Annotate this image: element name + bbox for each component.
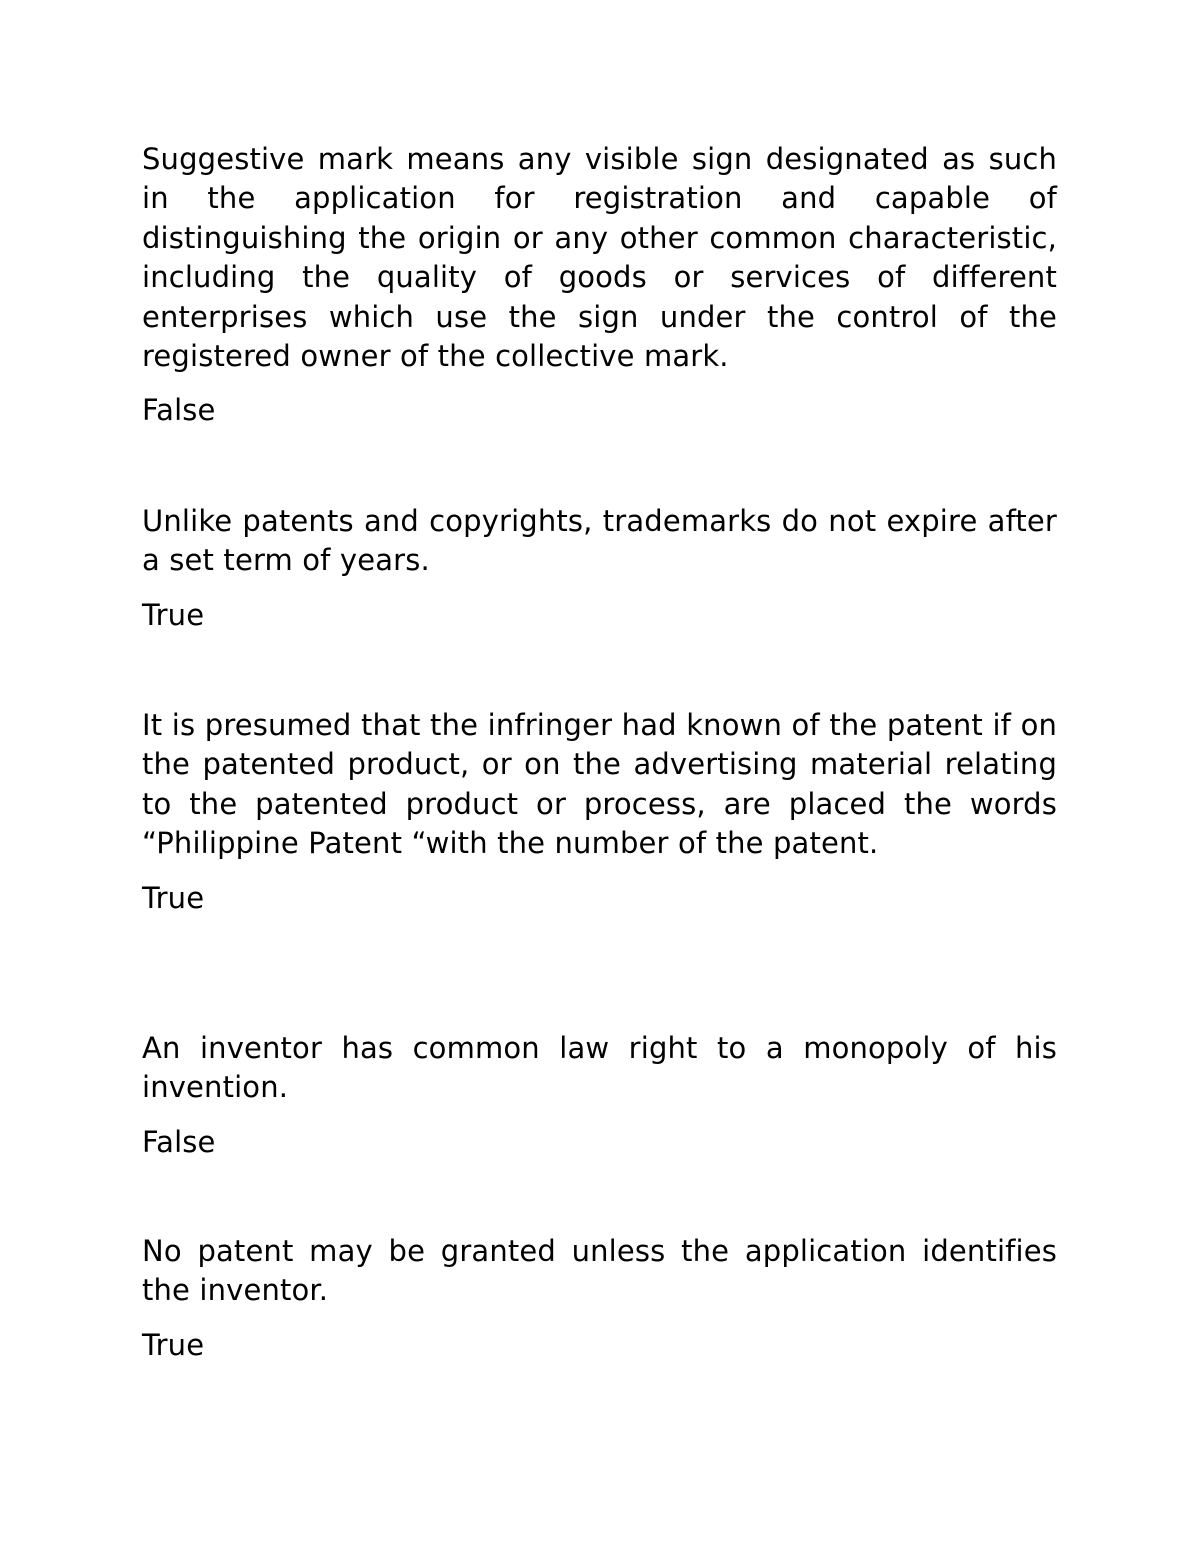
answer-text: True [142, 597, 205, 632]
answer-text: False [142, 1124, 216, 1159]
question-block [142, 706, 1057, 918]
question-text: It is presumed that the infringer had known of the patent if on the patented product, or on the advertising material relating to the patented product or process, are placed the words “Philippine Patent “with the number of the patent. [142, 708, 1057, 861]
answer-text: False [142, 393, 216, 428]
question-text: No patent may be granted unless the application identifies the inventor. [142, 1234, 1057, 1308]
question-text: Suggestive mark means any visible sign designated as such in the application for registration and capable of distinguishing the origin or any other common characteristic, including the quality of goods or services of different enterprises which use the sign under the control of the registered owner of the collective mark. [142, 142, 1057, 374]
answer-text: True [142, 880, 205, 915]
question-block [142, 1232, 1057, 1365]
question-text: An inventor has common law right to a monopoly of his invention. [142, 1031, 1057, 1105]
question-text: Unlike patents and copyrights, trademarks do not expire after a set term of years. [142, 504, 1057, 578]
answer-text: True [142, 1327, 205, 1362]
question-block [142, 140, 1057, 431]
question-block [142, 502, 1057, 635]
question-block [142, 1029, 1057, 1162]
